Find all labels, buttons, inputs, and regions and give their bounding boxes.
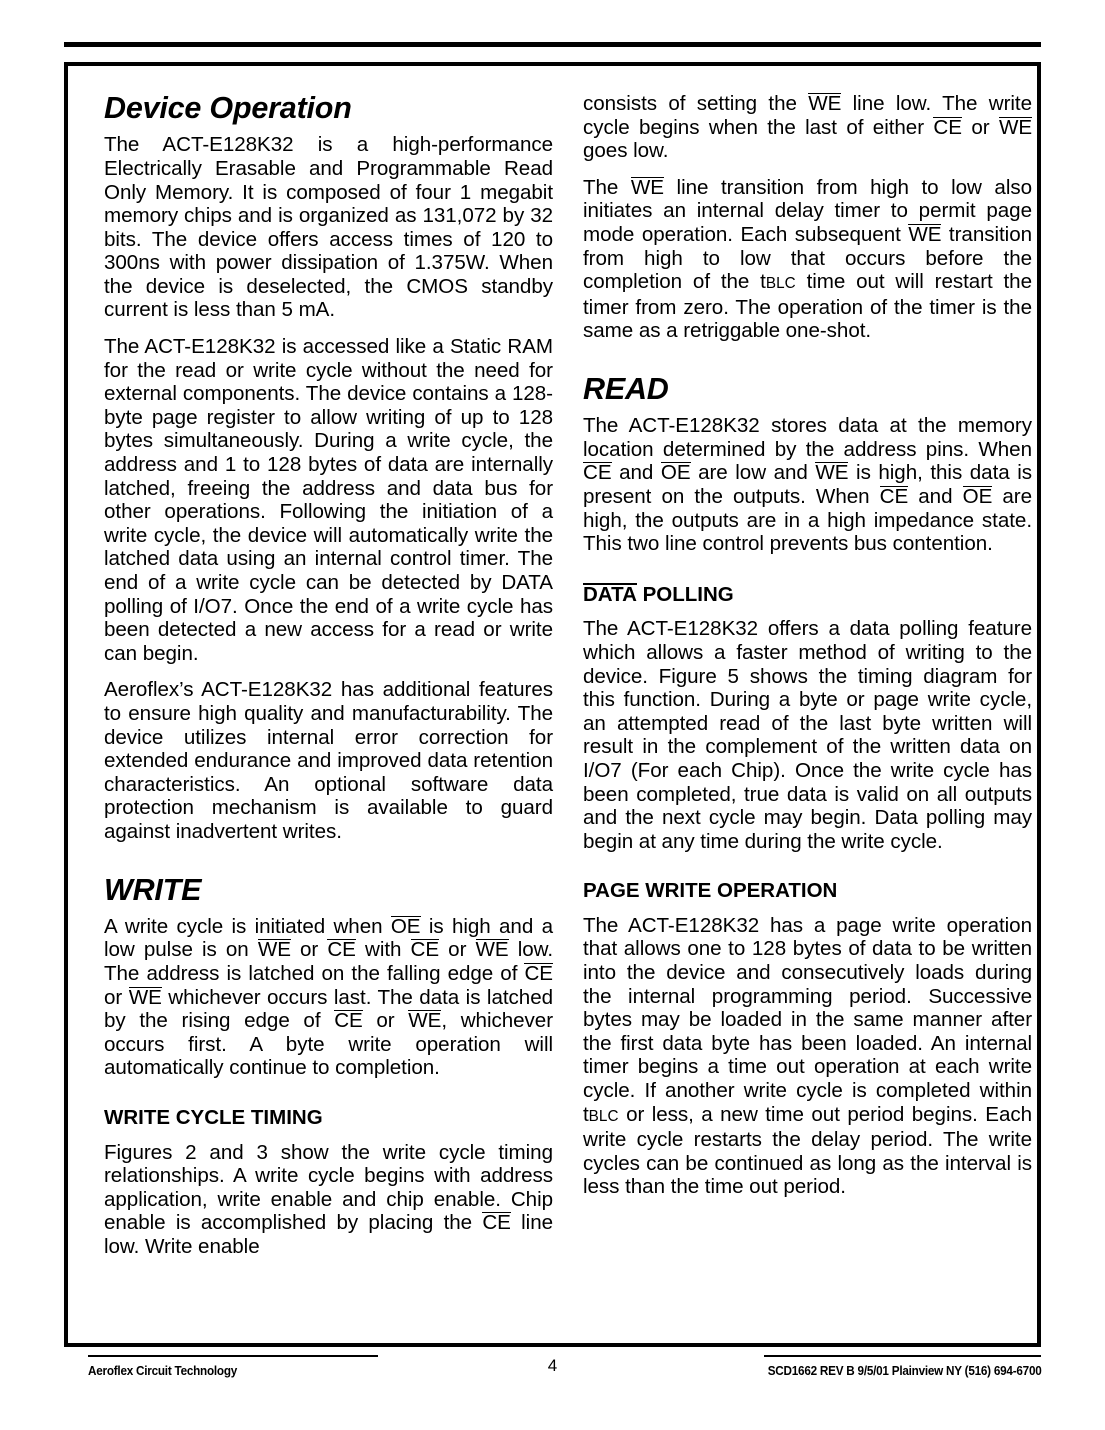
- paragraph-write-cycle-timing: [104, 1141, 553, 1259]
- text-fragment: is high, this data is present on the outputs. When: [583, 461, 1032, 509]
- text-fragment: or: [439, 938, 476, 962]
- paragraph-data-polling: The ACT-E128K32 offers a data polling feature which allows a faster method of writing to the device. Figure 5 shows the timing diagram for this function. During a byte or page write cycle, an attempted read of the last byte written will result in the complement of the written data on I/O7 (For each Chip). Once the write cycle has been completed, true data is valid on all outputs and the next cycle may begin. Data polling may begin at any time during the write cycle.: [583, 617, 1032, 853]
- text-fragment: time out will restart the timer from zero. The operation of the timer is the same as a retriggable one-shot.: [583, 270, 1032, 343]
- page-footer: [64, 1355, 1041, 1395]
- paragraph-page-write-operation: [583, 914, 1032, 1199]
- two-column-layout: [104, 91, 1033, 1329]
- signal-ce: CE: [879, 485, 909, 509]
- section-heading-write: WRITE: [104, 872, 202, 907]
- signal-ce: CE: [583, 461, 612, 485]
- text-fragment: are high, the outputs are in a high impedance state. This two line control prevents bus contention.: [583, 485, 1032, 556]
- signal-oe: OE: [390, 914, 421, 938]
- section-heading-data-polling: [583, 583, 1032, 607]
- paragraph-read: [583, 414, 1032, 556]
- signal-data: DATA: [583, 582, 637, 606]
- section-heading-page-write-operation: PAGE WRITE OPERATION: [583, 879, 838, 903]
- paragraph-write-cycle-timing-continued: [583, 92, 1032, 163]
- text-fragment: goes low.: [583, 139, 669, 163]
- signal-ce: CE: [933, 115, 962, 139]
- text-fragment: The ACT-E128K32 has a page write operation that allows one to 128 bytes of data to be written into the device and consecutively loads during the internal programming period. Successive bytes may be loaded in the same manner after the first data byte has been loaded. An internal timer begins a time out operation at each write cycle. If another write cycle is completed within t: [583, 913, 1032, 1126]
- page-number: 4: [547, 1356, 558, 1375]
- footer-company-name: Aeroflex Circuit Technology: [88, 1364, 238, 1378]
- signal-ce: CE: [327, 938, 356, 962]
- text-fragment: whichever occurs last. The data is latched by the rising edge of: [104, 985, 553, 1033]
- signal-ce: CE: [410, 938, 440, 962]
- subscript-blc: BLC: [765, 275, 796, 293]
- signal-ce: CE: [482, 1211, 511, 1235]
- signal-oe: OE: [660, 461, 691, 485]
- paragraph-device-operation-1: The ACT-E128K32 is a high-performance Electrically Erasable and Programmable Read Only Memory. It is composed of four 1 megabit memory chips and is organized as 131,072 by 32 bits. The device offers access times of 120 to 300ns with power dissipation of 1.375W. When the device is deselected, the CMOS standby current is less than 5 mA.: [104, 133, 553, 322]
- text-fragment: low. The address is latched on the falling edge of: [104, 938, 554, 986]
- page-title: Device Operation: [104, 91, 352, 125]
- signal-we: WE: [815, 461, 849, 485]
- text-fragment: line low. Write enable: [104, 1211, 553, 1258]
- signal-we: WE: [808, 92, 842, 115]
- text-fragment: line transition from high to low also initiates an internal delay timer to permit page mode operation. Each subsequent: [583, 175, 1032, 246]
- text-fragment: Figures 2 and 3 show the write cycle timing relationships. A write cycle begins with address application, write enable and chip enable. Chip enable is accomplished by placing the: [104, 1140, 553, 1235]
- content-frame: [64, 62, 1041, 1347]
- text-fragment: or: [961, 115, 999, 139]
- paragraph-device-operation-3: Aeroflex’s ACT-E128K32 has additional features to ensure high quality and manufacturability. The device utilizes internal error correction for extended endurance and improved data retention characteristics. An optional software data protection mechanism is available to guard against inadvertent writes.: [104, 678, 553, 843]
- text-fragment: A write cycle is initiated when: [104, 914, 391, 938]
- text-fragment: The: [583, 175, 631, 199]
- signal-oe: OE: [962, 485, 993, 509]
- text-fragment: POLLING: [636, 582, 734, 606]
- section-heading-write-cycle-timing: WRITE CYCLE TIMING: [104, 1106, 323, 1130]
- text-fragment: The ACT-E128K32 stores data at the memory location determined by the address pins. When: [583, 414, 1032, 461]
- text-fragment: are low and: [690, 461, 816, 485]
- right-column: [583, 92, 1032, 1329]
- signal-we: WE: [408, 1009, 442, 1033]
- subscript-blc: BLC: [588, 1107, 619, 1125]
- text-fragment: or: [362, 1009, 409, 1033]
- footer-document-reference: SCD1662 REV B 9/5/01 Plainview NY (516) 694-6700: [767, 1364, 1042, 1378]
- signal-we: WE: [908, 222, 942, 246]
- signal-we: WE: [998, 115, 1033, 139]
- section-heading-read: READ: [583, 371, 669, 406]
- signal-we: WE: [630, 175, 664, 199]
- signal-we: WE: [128, 985, 162, 1009]
- text-fragment: or: [290, 938, 328, 962]
- text-fragment: , whichever occurs first. A byte write operation will automatically continue to completion.: [104, 1009, 553, 1080]
- signal-ce: CE: [334, 1009, 363, 1033]
- text-fragment: with: [355, 938, 411, 962]
- text-fragment: or less, a new time out period begins. Each write cycle restarts the delay period. The write cycles can be continued as long as the interval is less than the time out period.: [583, 1102, 1032, 1199]
- paragraph-device-operation-2: The ACT-E128K32 is accessed like a Static RAM for the read or write cycle without the need for external components. The device contains a 128-byte page register to allow writing of up to 128 bytes simultaneously. During a write cycle, the address and 1 to 128 bytes of data are internally latched, freeing the address and data bus for other operations. Following the initiation of a write cycle, the device will automatically write the latched data using an internal control timer. The end of a write cycle can be detected by DATA polling of I/O7. Once the end of a write cycle has been detected a new access for a read or write can begin.: [104, 335, 553, 665]
- paragraph-write: [104, 915, 553, 1080]
- signal-we: WE: [475, 938, 509, 962]
- paragraph-we-transition: [583, 176, 1032, 343]
- text-fragment: consists of setting the: [583, 92, 809, 115]
- text-fragment: transition from high to low that occurs before the completion of the t: [583, 222, 1032, 294]
- footer-right-block: [764, 1355, 1041, 1378]
- left-column: [104, 92, 553, 1329]
- text-fragment: is high and a low pulse is on: [104, 914, 553, 962]
- text-fragment: or: [104, 985, 129, 1009]
- text-fragment: and: [611, 461, 661, 485]
- signal-we: WE: [257, 938, 291, 962]
- text-fragment: and: [908, 485, 963, 509]
- signal-ce: CE: [524, 962, 553, 986]
- top-rule: [64, 42, 1041, 47]
- text-fragment: line low. The write cycle begins when the last of either: [583, 92, 1032, 139]
